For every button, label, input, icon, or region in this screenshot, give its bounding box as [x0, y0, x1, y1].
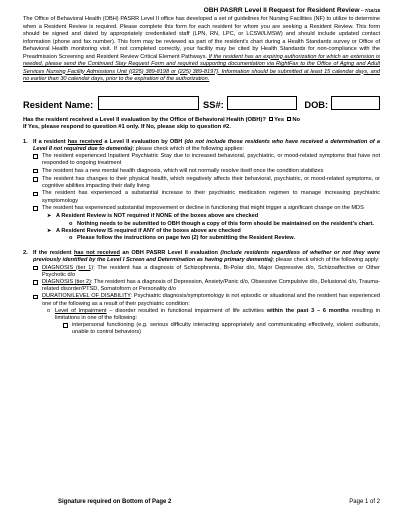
item-checkbox[interactable] [33, 280, 38, 285]
ssn-label: SS#: [203, 99, 224, 110]
dob-field[interactable] [331, 96, 380, 110]
ssn-field[interactable] [227, 96, 298, 110]
arrow-icon: ➤ [47, 227, 52, 234]
section-2-items [33, 265, 380, 308]
page-number: Page 1 of 2 [349, 499, 380, 505]
list-item: The resident experienced Inpatient Psychiatric Stay due to increased behavioral, psychiatric, or mood-related symptoms that have not responded to ongoing treatment [33, 153, 380, 167]
list-item: DIAGNOSIS (tier 1): The resident has a diagnosis of Schizophrenia, Bi-Polar d/o, Major Depressive d/o, Schizoaffective or Other Psychotic d/o [33, 265, 380, 279]
circle-bullet-icon: o [69, 220, 73, 227]
item-checkbox[interactable] [63, 323, 68, 328]
list-item: The resident has changes to their physical health, which negatively affects their behavioral, psychiatric, or mood-related symptoms, or cognitive abilities impacting their daily living [33, 176, 380, 190]
section-1-lead: If a resident has received a Level II evaluation by OBH (do not include those residents who have received a determination of a Level II not required due to dementia); please check which of the following applies: [33, 138, 380, 152]
level-ii-question: Has the resident received a Level II evaluation by the Office of Behavioral Health (OBH)? Yes No [23, 116, 301, 123]
item-checkbox[interactable] [33, 177, 38, 182]
item-checkbox[interactable] [33, 169, 38, 174]
item-checkbox[interactable] [33, 206, 38, 211]
resident-name-label: Resident Name: [23, 99, 94, 110]
yes-label: Yes [274, 116, 285, 123]
intro-emphasis: If the resident has an expiring authorization for which an extension is needed, please send the Continued Stay Request Form and required supporting documentation via RightFax to the Office of Aging and Adult Services Nursing Facility Admissions Unit ((225) 389-8198 or (225) 389-8197). Information should be submitted at least 15 calendar days, and no earlier than 30 calendar days, prior to the expiration of the authorization. [23, 53, 380, 82]
no-checkbox[interactable] [287, 117, 292, 122]
required-detail: o Please follow the instructions on page two (2) for submitting the Resident Review. [69, 234, 295, 241]
section-2-number: 2. [23, 250, 28, 257]
list-item: The resident has experienced substantial improvement or decline in functioning that might trigger a significant change on the MDS [33, 205, 380, 213]
revision-date: – 7/16/18 [359, 8, 380, 13]
section-1 [23, 139, 380, 242]
list-item: DIAGNOSIS (tier 2): The resident has a diagnosis of Depression, Anxiety/Panic d/o, Obsessive Compulsive d/o, Delusional d/o, Trauma-related disorder/PTSD, Somatoform or Personality d/o [33, 279, 380, 293]
level-of-impairment-item: o Level of Impairment – disorder resulted in functional impairment of life activities within the past 3 – 6 months resulting in limitations in one of the following: [47, 307, 380, 322]
not-required-detail: o Nothing needs to be submitted to OBH though a copy of this form should be maintained on the resident’s chart. [69, 220, 374, 227]
item-checkbox[interactable] [33, 295, 38, 300]
section-1-number: 1. [23, 138, 28, 145]
item-checkbox[interactable] [33, 192, 38, 197]
list-item: DURATION/LEVEL OF DISABILITY: Psychiatric diagnosis/symptomology is not episodic or situational and the resident has experienced one of the following as a result of their psychiatric condition: [33, 293, 380, 307]
item-checkbox[interactable] [33, 266, 38, 271]
item-checkbox[interactable] [33, 154, 38, 159]
interpersonal-functioning-item: interpersonal functioning (e.g. serious difficulty interacting appropriately and communicating effectively, violent outbursts, unable to control behaviors) [63, 322, 380, 336]
section-1-items [33, 153, 380, 213]
resident-info-row [23, 90, 380, 110]
signature-note: Signature required on Bottom of Page 2 [58, 499, 172, 505]
dob-label: DOB: [304, 99, 329, 110]
intro-paragraph: The Office of Behavioral Health (OBH) PASRR Level II office has developed a set of guidelines for Nursing Facilities (NF) to utilize to determine when a Resident Review is required. Please complete this form for each resident for whom you are seeking a Resident Review. This form should be signed and dated by appropriately credentialed staff (LPN, RN, LPC, or LCSW/LMSW) and should include updated contact information (phone and fax number). This form may be reviewed as part of the resident’s chart during a Health Standards survey or Office of Behavioral Health monitoring visit. If not completed correctly, your facility may be cited by Health Standards for non-compliance with the Preadmission Screening and Resident Review Critical Element Pathways. If the resident has an expiring authorization for which an extension is needed, please send the Continued Stay Request Form and required supporting documentation via RightFax to the Office of Aging and Adult Services Nursing Facility Admissions Unit ((225) 389-8198 or (225) 389-8197). Information should be submitted at least 15 calendar days, and no earlier than 30 calendar days, prior to the expiration of the authorization. [23, 16, 380, 82]
required-note: ➤ A Resident Review IS required if ANY of the boxes above are checked [47, 227, 241, 234]
arrow-icon: ➤ [47, 213, 52, 220]
list-item: The resident has experienced a substantial increase to their psychiatric medication regimen to manage increasing psychiatric symptomology [33, 190, 380, 204]
resident-name-field[interactable] [98, 96, 199, 110]
page-title: OBH PASRR Level II Request for Resident Review – 7/16/18 [203, 7, 380, 14]
page-footer [58, 499, 380, 505]
section-2 [23, 250, 380, 336]
question-instruction: If Yes, please respond to question #1 only. If No, please skip to question #2. [23, 124, 231, 131]
circle-bullet-icon: o [47, 307, 51, 314]
yes-checkbox[interactable] [269, 117, 274, 122]
list-item: The resident has a new mental health diagnosis, which will not normally resolve itself once the condition stabilizes [33, 168, 380, 176]
not-required-note: ➤ A Resident Review is NOT required if NONE of the boxes above are checked [47, 213, 259, 220]
no-label: No [292, 116, 301, 123]
section-2-lead: If the resident has not received an OBH PASRR Level II evaluation (include residents regardless of whether or not they were previously identified by the Level I Screen and Determination as having primary dementia); please check which of the following apply: [33, 250, 380, 264]
circle-bullet-icon: o [69, 234, 73, 241]
